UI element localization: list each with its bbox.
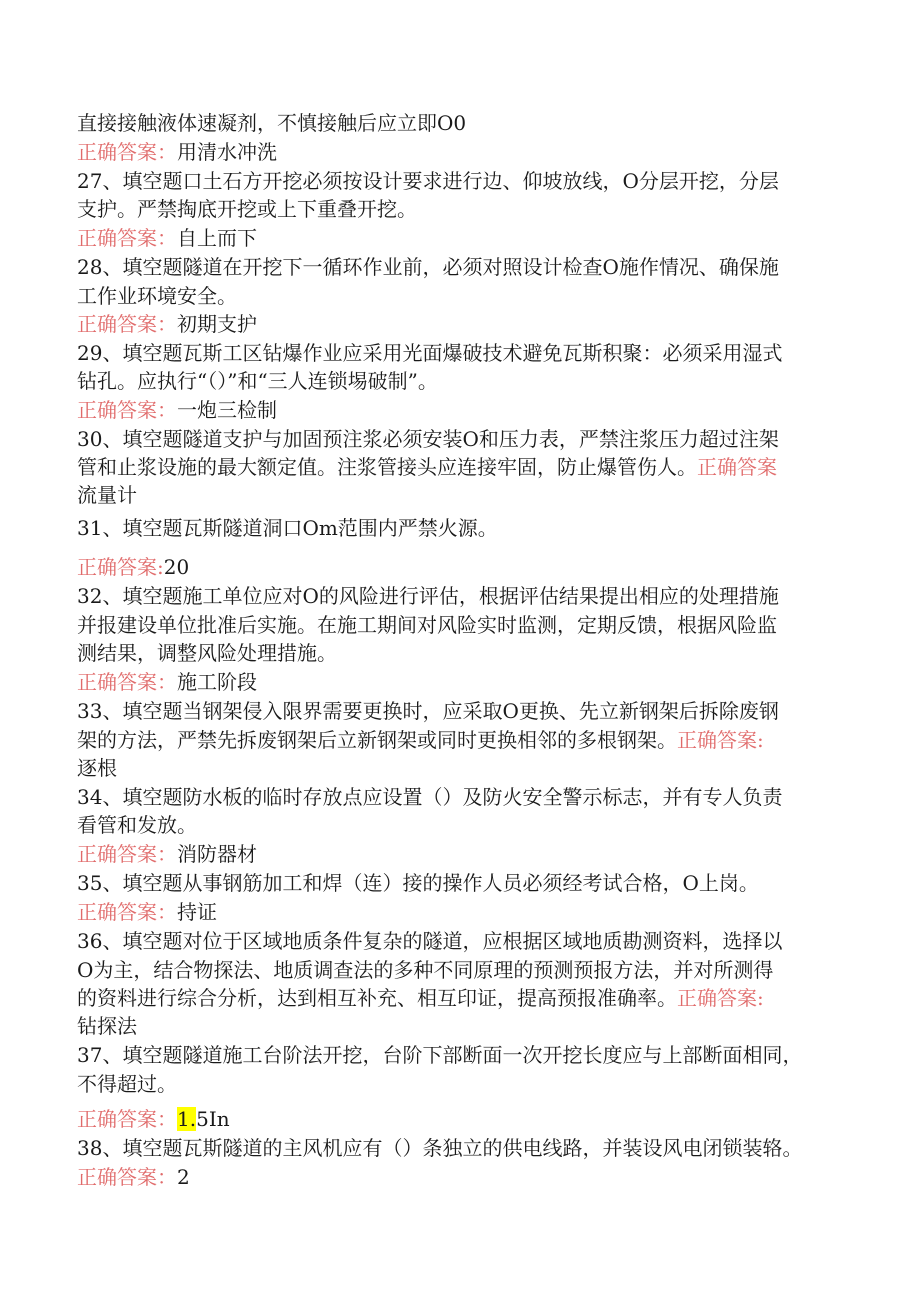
answer-label: 正确答案： — [77, 312, 177, 336]
answer-label: 正确答案： — [77, 1107, 177, 1131]
q35-text-line-1: 35、填空题从事钢筋加工和焊（连）接的操作人员必须经考试合格，O上岗。 — [77, 871, 759, 895]
q33-text-line-2-text: 架的方法，严禁先拆废钢架后立新钢架或同时更换相邻的多根钢架。 — [77, 728, 677, 752]
q26-text-line-1: 直接接触液体速凝剂，不慎接触后应立即O0 — [77, 111, 467, 135]
q37-answer — [77, 1105, 867, 1133]
q27-text-line-1: 27、填空题口土石方开挖必须按设计要求进行边、仰坡放线，O分层开挖，分层 — [77, 169, 779, 193]
q38-answer — [77, 1163, 867, 1191]
q32-text-line-3: 测结果，调整风险处理措施。 — [77, 641, 337, 665]
q27-answer — [77, 224, 867, 252]
q34-text-line-1: 34、填空题防水板的临时存放点应设置（）及防火安全警示标志，并有专人负责 — [77, 785, 783, 809]
q31-answer — [77, 553, 867, 581]
answer-label: 正确答案: — [77, 555, 164, 579]
q28-text-line-1: 28、填空题隧道在开挖下一循环作业前，必须对照设计检查O施作情况、确保施 — [77, 255, 779, 279]
answer-label: 正确答案： — [77, 140, 177, 164]
q29-text-line-2: 钻孔。应执行“（）”和“三人连锁埸破制”。 — [77, 369, 438, 393]
q30-text-line-1: 30、填空题隧道支护与加固预注浆必须安装O和压力表，严禁注浆压力超过注架 — [77, 427, 779, 451]
answer-label: 正确答案： — [77, 226, 177, 250]
q29-text-line-1: 29、填空题瓦斯工区钻爆作业应采用光面爆破技术避免瓦斯积聚：必须采用湿式 — [77, 341, 783, 365]
answer-value: 一炮三检制 — [177, 398, 277, 422]
answer-label: 正确答案: — [677, 728, 764, 752]
q32-answer — [77, 668, 867, 696]
q34-answer — [77, 840, 867, 868]
q38-text-line-1: 38、填空题瓦斯隧道的主风机应有（）条独立的供电线路，并装设风电闭锁装辂。 — [77, 1136, 803, 1160]
q37-text-line-1: 37、填空题隧道施工台阶法开挖，台阶下部断面一次开挖长度应与上部断面相同， — [77, 1043, 803, 1067]
answer-label: 正确答案: — [677, 986, 764, 1010]
q30-text-line-2-text: 管和止浆设施的最大额定值。注浆管接头应连接牢固，防止爆管伤人。 — [77, 455, 697, 479]
q26-answer — [77, 138, 867, 166]
q36-text-line-3 — [77, 984, 867, 1012]
answer-value: 20 — [163, 555, 190, 579]
q30-answer-value: 流量计 — [77, 483, 137, 507]
answer-value: 2 — [177, 1165, 190, 1189]
answer-label: 正确答案： — [77, 398, 177, 422]
q30-text-line-2 — [77, 453, 867, 481]
q28-text-line-2: 工作业环境安全。 — [77, 284, 237, 308]
answer-label: 正确答案： — [77, 670, 177, 694]
answer-value: 施工阶段 — [177, 670, 257, 694]
answer-value: 初期支护 — [177, 312, 257, 336]
q34-text-line-2: 看管和发放。 — [77, 813, 197, 837]
q33-answer-value: 逐根 — [77, 756, 117, 780]
q31-text-line-1: 31、填空题瓦斯隧道洞口Om范围内严禁火源。 — [77, 516, 498, 540]
q33-text-line-2 — [77, 726, 867, 754]
q36-text-line-1: 36、填空题对位于区域地质条件复杂的隧道，应根据区域地质勘测资料，选择以 — [77, 929, 783, 953]
q32-text-line-1: 32、填空题施工单位应对O的风险进行评估，根据评估结果提出相应的处理措施 — [77, 584, 779, 608]
q36-text-line-2: O为主，结合物探法、地质调查法的多种不同原理的预测预报方法，并对所测得 — [77, 958, 774, 982]
answer-value: 自上而下 — [177, 226, 257, 250]
answer-value: 用清水冲洗 — [177, 140, 277, 164]
q37-text-line-2: 不得超过。 — [77, 1072, 177, 1096]
q36-text-line-3-text: 的资料进行综合分析，达到相互补充、相互印证，提高预报准确率。 — [77, 986, 677, 1010]
q32-text-line-2: 并报建设单位批准后实施。在施工期间对风险实时监测，定期反馈，根据风险监 — [77, 613, 777, 637]
answer-label: 正确答案： — [77, 1165, 177, 1189]
q33-text-line-1: 33、填空题当钢架侵入限界需要更换时，应采取O更换、先立新钢架后拆除废钢 — [77, 699, 779, 723]
q27-text-line-2: 支护。严禁掏底开挖或上下重叠开挖。 — [77, 197, 417, 221]
q28-answer — [77, 310, 867, 338]
answer-value-highlighted: 1. — [177, 1107, 197, 1131]
answer-label: 正确答案： — [77, 842, 177, 866]
q35-answer — [77, 898, 867, 926]
answer-label: 正确答案： — [77, 900, 177, 924]
answer-value-rest: 5In — [196, 1107, 230, 1131]
q29-answer — [77, 396, 867, 424]
q36-answer-value: 钻探法 — [77, 1014, 137, 1038]
answer-value: 消防器材 — [177, 842, 257, 866]
answer-value: 持证 — [177, 900, 217, 924]
answer-label: 正确答案 — [697, 455, 777, 479]
